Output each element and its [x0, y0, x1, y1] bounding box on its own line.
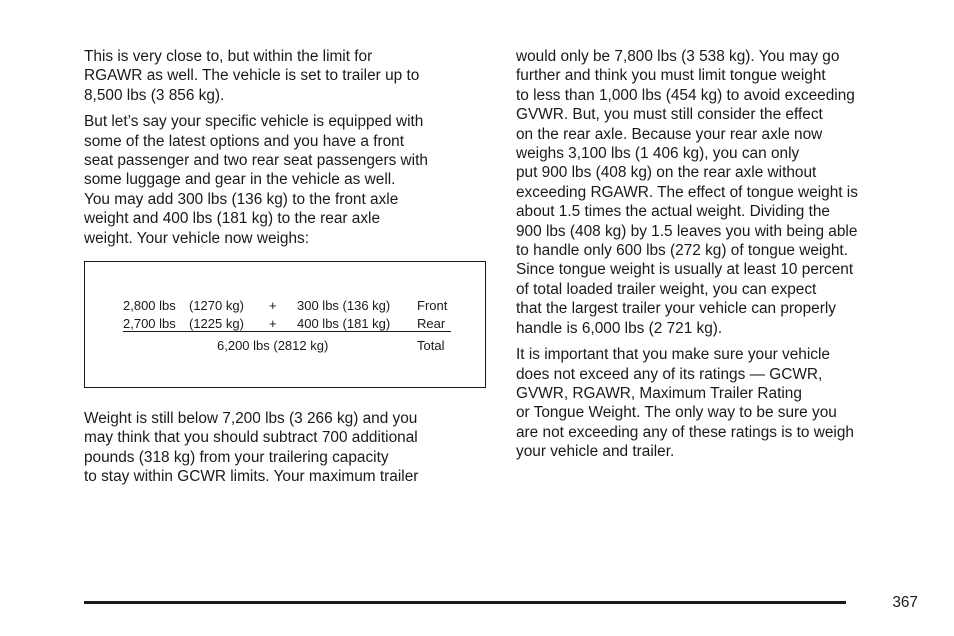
right-column: [516, 47, 920, 462]
text-line: that the largest trailer your vehicle can properly: [516, 300, 836, 318]
text-line: of total loaded trailer weight, you can expect: [516, 280, 817, 298]
text-line: You may add 300 lbs (136 kg) to the front axle: [84, 190, 399, 208]
paragraph-below-limit: [84, 409, 488, 487]
total-label: Total: [417, 338, 445, 353]
paragraph-tongue-weight: [516, 47, 920, 338]
paragraph-specific-vehicle: [84, 112, 488, 248]
footer-rule: [84, 601, 846, 604]
text-line: 900 lbs (408 kg) by 1.5 leaves you with being able: [516, 222, 858, 240]
text-line: RGAWR as well. The vehicle is set to trailer up to: [84, 67, 420, 85]
text-line: pounds (318 kg) from your trailering capacity: [84, 448, 389, 466]
text-line: seat passenger and two rear seat passengers with: [84, 152, 428, 170]
text-line: weight and 400 lbs (181 kg) to the rear axle: [84, 210, 381, 228]
page-number: 367: [892, 594, 918, 611]
text-line: Weight is still below 7,200 lbs (3 266 kg) and you: [84, 410, 418, 427]
row-rear-added: 400 lbs (181 kg): [297, 316, 391, 331]
text-line: 8,500 lbs (3 856 kg).: [84, 86, 225, 104]
text-line: weighs 3,100 lbs (1 406 kg), you can only: [516, 145, 800, 163]
text-line: does not exceed any of its ratings — GCWR,: [516, 365, 823, 383]
text-line: It is important that you make sure your vehicle: [516, 346, 830, 364]
text-line: or Tongue Weight. The only way to be sure you: [516, 404, 837, 422]
text-line: handle is 6,000 lbs (2 721 kg).: [516, 319, 723, 337]
text-line: some of the latest options and you have a front: [84, 132, 404, 150]
sum-divider-line: [123, 331, 451, 332]
row-front-axle-label: Front: [417, 298, 448, 313]
paragraph-rgawr-limit: [84, 47, 488, 105]
text-line: further and think you must limit tongue weight: [516, 67, 826, 85]
weight-calculation-box: [84, 261, 486, 388]
text-line: But let’s say your specific vehicle is equipped with: [84, 113, 424, 131]
text-line: exceeding RGAWR. The effect of tongue weight is: [516, 183, 858, 201]
text-line: on the rear axle. Because your rear axle now: [516, 125, 823, 143]
text-line: put 900 lbs (408 kg) on the rear axle without: [516, 164, 817, 182]
text-line: your vehicle and trailer.: [516, 443, 675, 461]
text-line: weight. Your vehicle now weighs:: [84, 229, 310, 247]
row-rear-axle-label: Rear: [417, 316, 446, 331]
row-rear-plus: +: [269, 316, 277, 331]
left-column-lower: [84, 409, 488, 487]
left-column-upper: [84, 47, 488, 248]
text-line: would only be 7,800 lbs (3 538 kg). You may go: [516, 48, 840, 65]
text-line: GVWR. But, you must still consider the effect: [516, 106, 823, 124]
total-weight-value: 6,200 lbs (2812 kg): [217, 338, 329, 353]
row-rear-base-kg: (1225 kg): [189, 316, 244, 331]
text-line: are not exceeding any of these ratings is to weigh: [516, 423, 854, 441]
text-line: This is very close to, but within the limit for: [84, 48, 373, 65]
row-front-added: 300 lbs (136 kg): [297, 298, 391, 313]
row-rear-base: 2,700 lbs: [123, 316, 176, 331]
text-line: about 1.5 times the actual weight. Dividing the: [516, 203, 830, 221]
row-front-plus: +: [269, 298, 277, 313]
text-line: may think that you should subtract 700 additional: [84, 429, 418, 447]
text-line: to stay within GCWR limits. Your maximum trailer: [84, 468, 419, 486]
paragraph-ratings-check: [516, 345, 920, 461]
text-line: to handle only 600 lbs (272 kg) of tongue weight.: [516, 242, 848, 260]
text-line: to less than 1,000 lbs (454 kg) to avoid exceeding: [516, 86, 855, 104]
text-line: GVWR, RGAWR, Maximum Trailer Rating: [516, 384, 802, 402]
row-front-base: 2,800 lbs: [123, 298, 176, 313]
row-front-base-kg: (1270 kg): [189, 298, 244, 313]
text-line: some luggage and gear in the vehicle as well.: [84, 171, 396, 189]
text-line: Since tongue weight is usually at least 10 percent: [516, 261, 854, 279]
